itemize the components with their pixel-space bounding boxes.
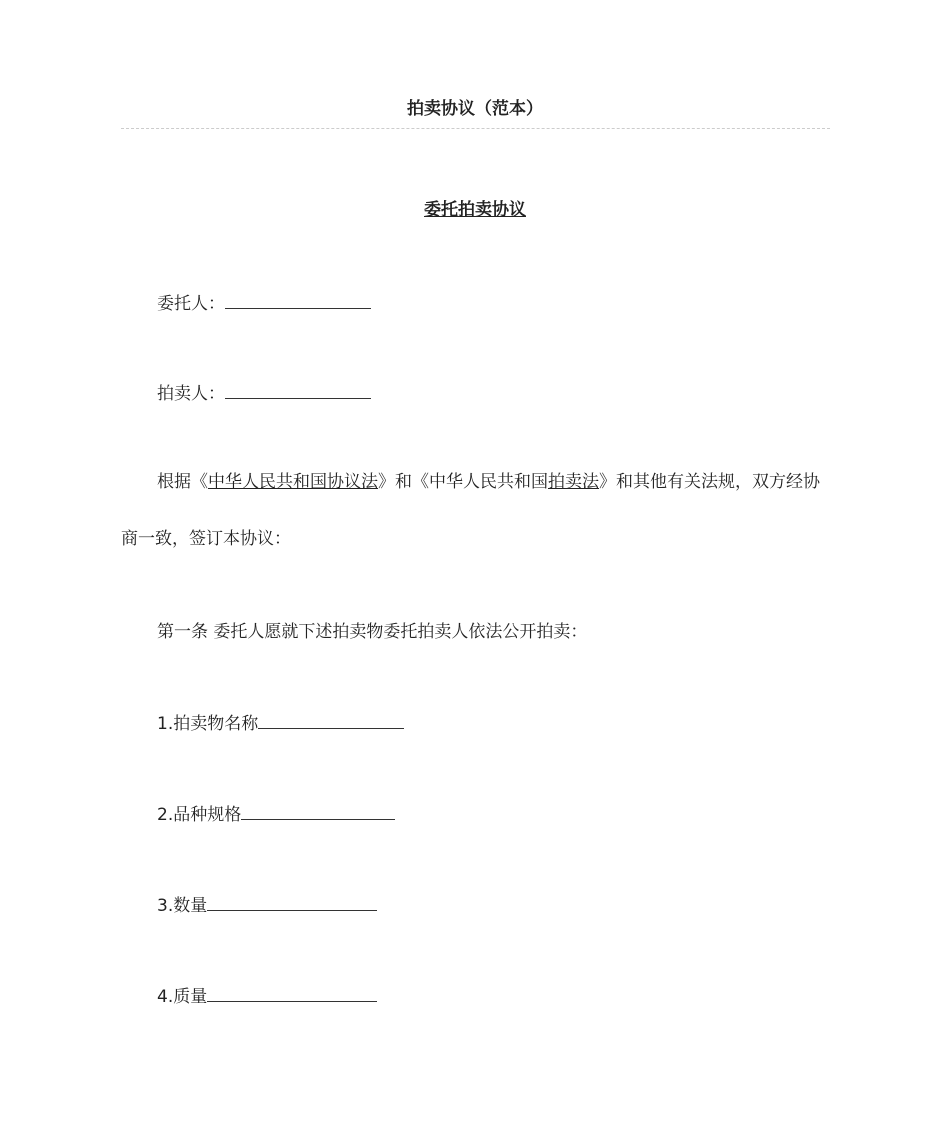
contract-heading [0,198,950,222]
article-1: 第一条 委托人愿就下述拍卖物委托拍卖人依法公开拍卖： [157,622,588,642]
item-blank [207,983,377,1002]
item-label: 1.拍卖物名称 [157,714,259,734]
item-line [157,710,404,736]
auction-law-link[interactable]: 拍卖法 [548,472,599,492]
auctioneer-line [157,380,371,406]
intro-paragraph [121,454,830,568]
item-line [157,892,377,918]
principal-label: 委托人： [157,294,225,314]
contract-heading-text: 委托拍卖协议 [424,200,526,220]
item-label: 2.品种规格 [157,805,242,825]
item-blank [241,801,395,820]
title-divider [121,128,830,129]
intro-text-2: 》和《中华人民共和国 [378,472,548,492]
contract-law-link[interactable]: 中华人民共和国协议法 [208,472,378,492]
principal-blank [225,290,371,309]
principal-line [157,290,371,316]
intro-text-1: 根据《 [157,472,208,492]
item-blank [207,892,377,911]
document-title: 拍卖协议（范本） [407,99,543,119]
intro-text-3: 》和其他有关法规，双方经协商一致，签订本协议： [121,472,820,549]
item-label: 4.质量 [157,987,208,1007]
item-line [157,983,377,1009]
item-line [157,801,395,827]
item-blank [258,710,404,729]
item-label: 3.数量 [157,896,208,916]
auctioneer-blank [225,380,371,399]
auctioneer-label: 拍卖人： [157,384,225,404]
